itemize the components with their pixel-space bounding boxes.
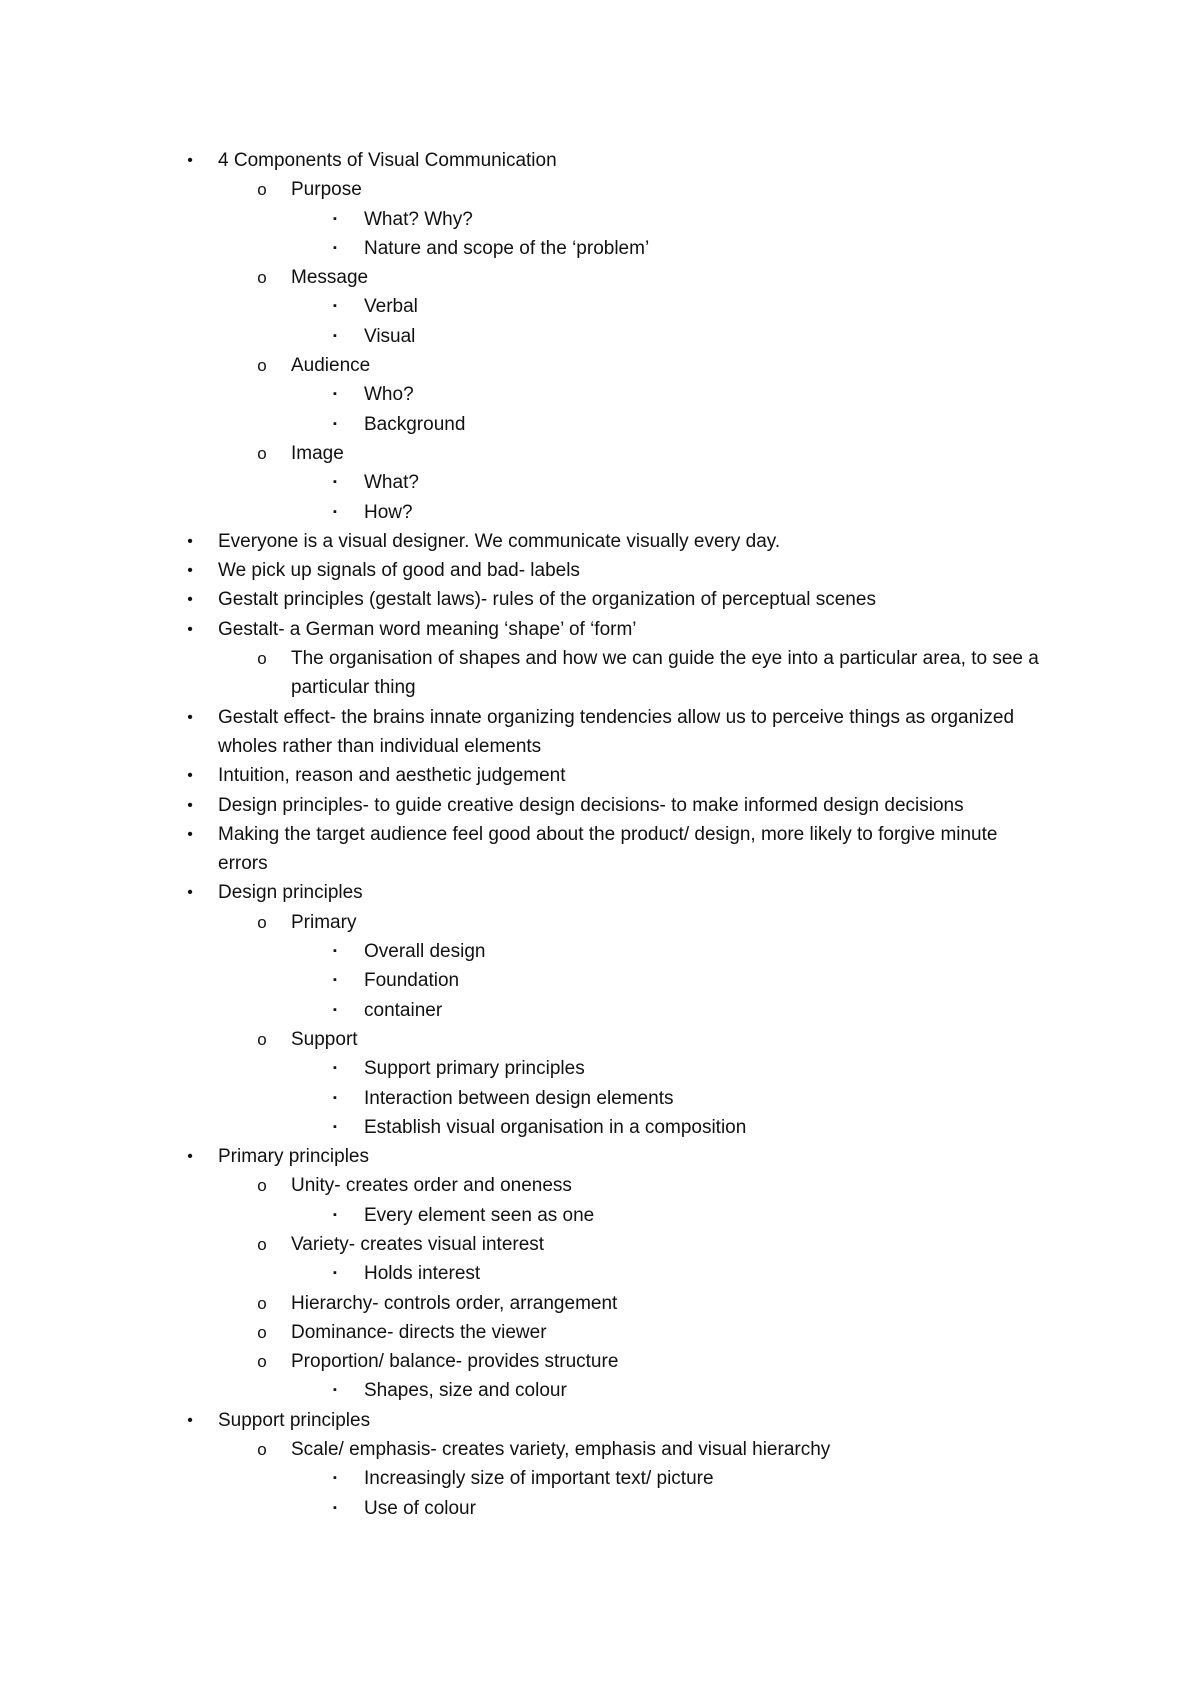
- list-item: [0, 205, 1045, 234]
- list-item: [0, 1406, 1045, 1435]
- list-item: [0, 1054, 1045, 1083]
- list-item-text: Audience: [291, 355, 371, 377]
- list-item-text: Variety- creates visual interest: [291, 1233, 545, 1255]
- list-item-text: Who?: [364, 384, 414, 406]
- list-item: [0, 1347, 1045, 1376]
- bullet-icon: •: [187, 1148, 193, 1166]
- square-bullet-icon: ▪: [333, 974, 337, 987]
- list-item: [0, 1201, 1045, 1230]
- bullet-icon: •: [187, 708, 193, 726]
- circle-bullet-icon: o: [257, 1440, 267, 1460]
- list-item-text: What?: [364, 472, 419, 494]
- list-item: [0, 410, 1045, 439]
- list-item-text: Gestalt effect- the brains innate organizing tendencies allow us to perceive things as organized wholes rather than individual elements: [218, 706, 1015, 757]
- list-item: [0, 263, 1045, 292]
- circle-bullet-icon: o: [257, 1176, 267, 1196]
- circle-bullet-icon: o: [257, 356, 267, 376]
- list-item: [0, 527, 1045, 556]
- list-item: [0, 761, 1045, 790]
- list-item: [0, 1289, 1045, 1318]
- list-item: [0, 820, 1045, 879]
- bullet-icon: •: [187, 152, 193, 169]
- list-item-text: Scale/ emphasis- creates variety, emphasis and visual hierarchy: [291, 1439, 831, 1461]
- list-item: [0, 1435, 1045, 1464]
- list-item-text: Unity- creates order and oneness: [291, 1175, 572, 1197]
- list-item-text: Hierarchy- controls order, arrangement: [291, 1292, 618, 1314]
- square-bullet-icon: ▪: [333, 1472, 337, 1485]
- list-item: [0, 937, 1045, 966]
- square-bullet-icon: ▪: [333, 417, 337, 430]
- bullet-icon: •: [187, 884, 193, 902]
- square-bullet-icon: ▪: [333, 241, 337, 254]
- list-item-text: We pick up signals of good and bad- labels: [218, 560, 580, 582]
- square-bullet-icon: ▪: [333, 945, 337, 958]
- list-item-text: 4 Components of Visual Communication: [218, 150, 557, 171]
- list-item-text: How?: [364, 501, 413, 523]
- list-item: [0, 1259, 1045, 1288]
- bullet-icon: •: [187, 620, 193, 638]
- list-item: [0, 351, 1045, 380]
- list-item-text: Interaction between design elements: [364, 1087, 674, 1109]
- circle-bullet-icon: o: [257, 1352, 267, 1372]
- square-bullet-icon: ▪: [333, 505, 337, 518]
- list-item-text: The organisation of shapes and how we can guide the eye into a particular area, to see a particular thing: [291, 648, 1039, 699]
- list-item-text: Design principles: [218, 882, 363, 904]
- list-item-text: Verbal: [364, 296, 418, 318]
- list-item-text: Increasingly size of important text/ picture: [364, 1468, 714, 1490]
- list-item: [0, 791, 1045, 820]
- square-bullet-icon: ▪: [333, 329, 337, 342]
- list-item-text: Gestalt- a German word meaning ‘shape’ of ‘form’: [218, 618, 637, 640]
- list-item-text: Making the target audience feel good about the product/ design, more likely to forgive minute errors: [218, 823, 998, 875]
- list-item: [0, 1318, 1045, 1347]
- list-item: [0, 908, 1045, 937]
- list-item-text: Every element seen as one: [364, 1204, 595, 1226]
- list-item-text: Holds interest: [364, 1263, 481, 1285]
- list-item-text: Use of colour: [364, 1497, 476, 1519]
- bullet-icon: •: [187, 767, 193, 785]
- list-item-text: Foundation: [364, 970, 460, 992]
- list-item: [0, 1494, 1045, 1523]
- list-item-text: Support: [291, 1028, 358, 1050]
- circle-bullet-icon: o: [257, 268, 267, 288]
- list-item: [0, 380, 1045, 409]
- list-item-text: Primary: [291, 911, 357, 933]
- list-item-text: Shapes, size and colour: [364, 1380, 567, 1402]
- list-item-text: Primary principles: [218, 1146, 369, 1168]
- list-item: [0, 498, 1045, 527]
- list-item: [0, 585, 1045, 614]
- list-item: [0, 878, 1045, 907]
- list-item: [0, 1084, 1045, 1113]
- bullet-icon: •: [187, 532, 193, 550]
- list-item-text: Purpose: [291, 179, 362, 201]
- circle-bullet-icon: o: [257, 180, 267, 200]
- bullet-icon: •: [187, 562, 193, 580]
- list-item-text: Overall design: [364, 941, 486, 963]
- list-item-text: Gestalt principles (gestalt laws)- rules of the organization of perceptual scenes: [218, 589, 876, 611]
- bullet-icon: •: [187, 591, 193, 609]
- square-bullet-icon: ▪: [333, 1091, 337, 1104]
- list-item: [0, 175, 1045, 204]
- circle-bullet-icon: o: [257, 443, 267, 463]
- list-item-text: Intuition, reason and aesthetic judgement: [218, 765, 566, 787]
- list-item-text: Message: [291, 267, 369, 289]
- list-item-text: Design principles- to guide creative design decisions- to make informed design decisions: [218, 794, 964, 816]
- list-item: [0, 615, 1045, 644]
- list-item-text: Support primary principles: [364, 1058, 585, 1080]
- list-item: [0, 1376, 1045, 1405]
- list-item-text: container: [364, 999, 443, 1021]
- square-bullet-icon: ▪: [333, 388, 337, 401]
- list-item: [0, 996, 1045, 1025]
- list-item-text: Image: [291, 442, 344, 464]
- list-item-text: Nature and scope of the ‘problem’: [364, 237, 650, 259]
- square-bullet-icon: ▪: [333, 300, 337, 313]
- list-item: [0, 234, 1045, 263]
- square-bullet-icon: ▪: [333, 212, 337, 225]
- list-item-text: Visual: [364, 325, 416, 347]
- list-item: [0, 292, 1045, 321]
- circle-bullet-icon: o: [257, 649, 267, 669]
- list-item-text: Proportion/ balance- provides structure: [291, 1351, 619, 1373]
- square-bullet-icon: ▪: [333, 1384, 337, 1397]
- bullet-icon: •: [187, 825, 193, 843]
- list-item: [0, 1171, 1045, 1200]
- list-item: [0, 1025, 1045, 1054]
- circle-bullet-icon: o: [257, 1322, 267, 1342]
- list-item: [0, 966, 1045, 995]
- list-item: [0, 146, 1045, 175]
- list-item-text: Background: [364, 413, 466, 435]
- bullet-icon: •: [187, 796, 193, 814]
- square-bullet-icon: ▪: [333, 1208, 337, 1221]
- list-item: [0, 703, 1045, 762]
- square-bullet-icon: ▪: [333, 1267, 337, 1280]
- list-item-text: Everyone is a visual designer. We communicate visually every day.: [218, 530, 781, 552]
- list-item: [0, 439, 1045, 468]
- list-item: [0, 1464, 1045, 1493]
- list-item: [0, 1142, 1045, 1171]
- square-bullet-icon: ▪: [333, 476, 337, 489]
- circle-bullet-icon: o: [257, 1293, 267, 1313]
- circle-bullet-icon: o: [257, 912, 267, 932]
- bullet-outline: [0, 146, 1200, 1523]
- list-item: [0, 322, 1045, 351]
- bullet-icon: •: [187, 1411, 193, 1429]
- list-item: [0, 1113, 1045, 1142]
- list-item: [0, 644, 1045, 703]
- list-item-text: Support principles: [218, 1409, 371, 1431]
- list-item-text: Dominance- directs the viewer: [291, 1321, 547, 1343]
- circle-bullet-icon: o: [257, 1029, 267, 1049]
- circle-bullet-icon: o: [257, 1234, 267, 1254]
- square-bullet-icon: ▪: [333, 1062, 337, 1075]
- list-item: [0, 468, 1045, 497]
- list-item: [0, 1230, 1045, 1259]
- list-item-text: Establish visual organisation in a composition: [364, 1116, 747, 1138]
- square-bullet-icon: ▪: [333, 1501, 337, 1514]
- list-item: [0, 556, 1045, 585]
- square-bullet-icon: ▪: [333, 1120, 337, 1133]
- square-bullet-icon: ▪: [333, 1003, 337, 1016]
- list-item-text: What? Why?: [364, 208, 473, 230]
